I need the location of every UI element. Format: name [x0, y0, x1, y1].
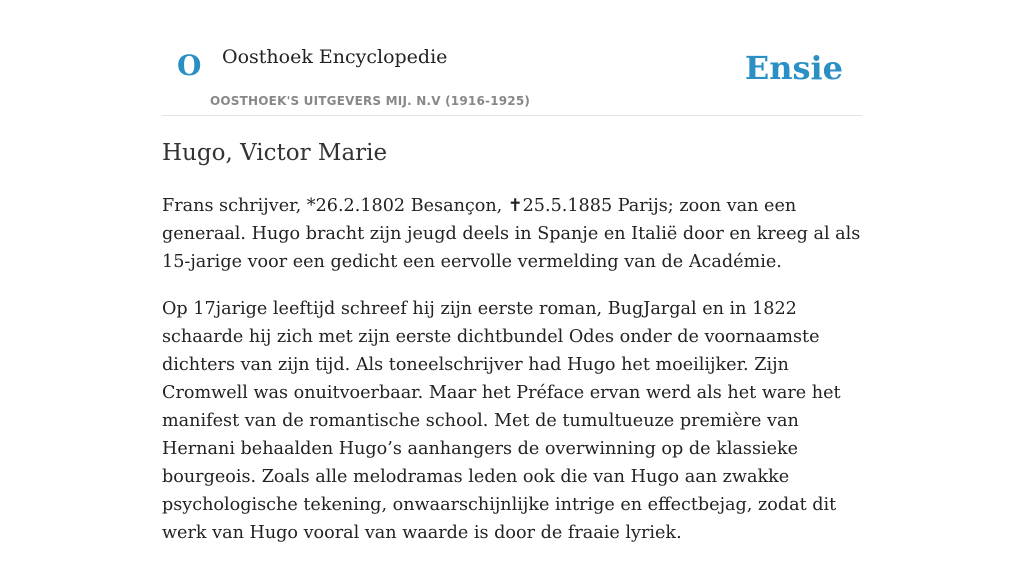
ensie-brand-logo[interactable]: Ensie	[744, 49, 843, 87]
article-paragraph: Op 17jarige leeftijd schreef hij zijn eerste roman, BugJargal en in 1822 schaarde hij zich met zijn eerste dichtbundel Odes onder de voornaamste dichters van zijn tijd. Als toneelschrijver had Hugo het moeilijker. Zijn Cromwell was onuitvoerbaar. Maar het Préface ervan werd als het ware het manifest van de romantische school. Met de tumultueuze première van Hernani behaalden Hugo’s aanhangers de overwinning op de klassieke bourgeois. Zoals alle melodramas leden ook die van Hugo aan zwakke psychologische tekening, onwaarschijnlijke intrige en effectbejag, zodat dit werk van Hugo vooral van waarde is door de fraaie lyriek.	[162, 299, 841, 543]
book-logo[interactable]: O	[177, 49, 202, 82]
book-title-link[interactable]: Oosthoek Encyclopedie	[222, 46, 448, 68]
book-header	[162, 0, 862, 116]
page-container	[162, 0, 862, 543]
article-body	[162, 192, 862, 566]
article-paragraph: Frans schrijver, *26.2.1802 Besançon, ✝25.5.1885 Parijs; zoon van een generaal. Hugo bracht zijn jeugd deels in Spanje en Italië door en kreeg al als 15-jarige voor een gedicht een eervolle vermelding van de Académie.	[162, 196, 861, 272]
publisher-label: OOSTHOEK'S UITGEVERS MIJ. N.V (1916-1925)	[210, 94, 531, 108]
entry-title: Hugo, Victor Marie	[162, 140, 388, 166]
